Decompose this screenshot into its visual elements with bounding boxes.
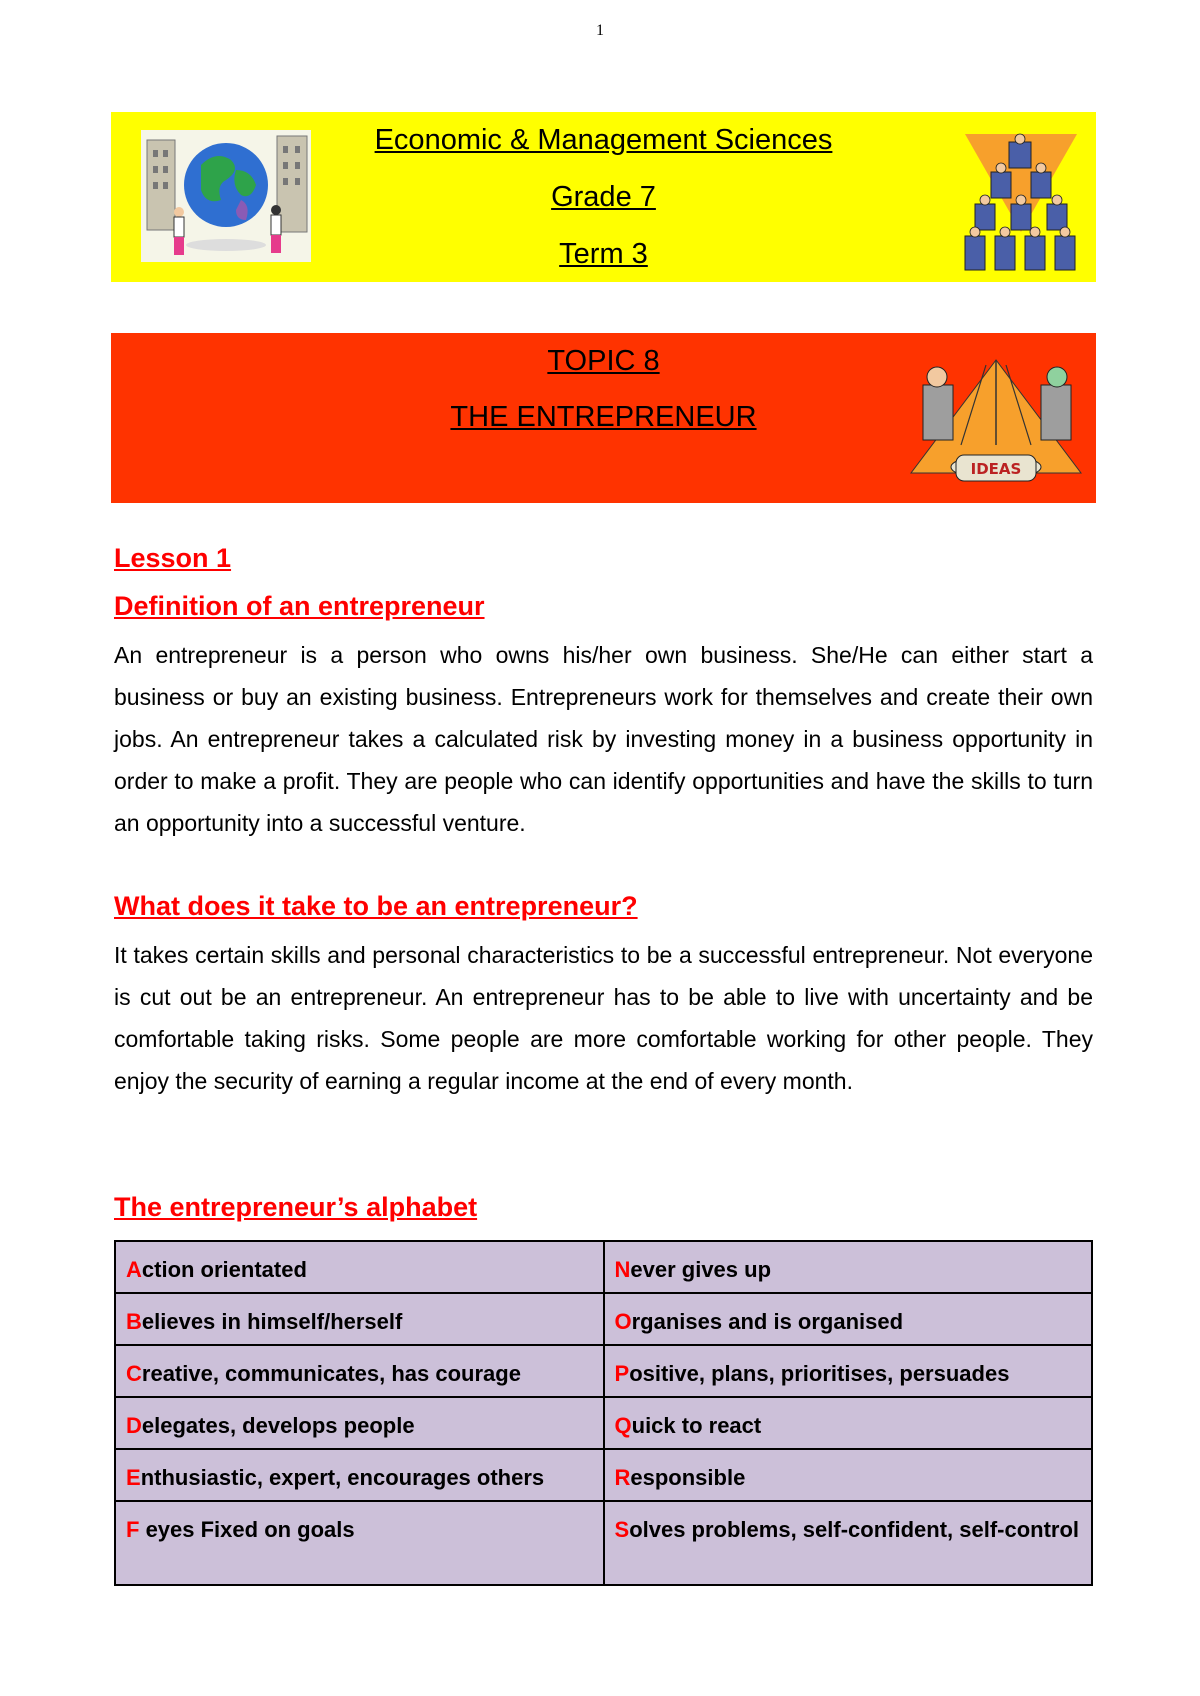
alphabet-cell: Never gives up bbox=[604, 1241, 1093, 1293]
alphabet-cell: Action orientated bbox=[115, 1241, 604, 1293]
alphabet-table bbox=[114, 1240, 1093, 1586]
alphabet-cell: F eyes Fixed on goals bbox=[115, 1501, 604, 1585]
alphabet-cell: Believes in himself/herself bbox=[115, 1293, 604, 1345]
page-number: 1 bbox=[596, 22, 604, 39]
alphabet-cell: Organises and is organised bbox=[604, 1293, 1093, 1345]
alphabet-cell: Enthusiastic, expert, encourages others bbox=[115, 1449, 604, 1501]
topic-number: TOPIC 8 bbox=[547, 345, 660, 377]
alphabet-cell: Responsible bbox=[604, 1449, 1093, 1501]
alphabet-heading: The entrepreneur’s alphabet bbox=[114, 1192, 478, 1222]
grade-title: Grade 7 bbox=[551, 181, 656, 213]
alphabet-cell: Delegates, develops people bbox=[115, 1397, 604, 1449]
alphabet-cell: Positive, plans, prioritises, persuades bbox=[604, 1345, 1093, 1397]
table-row bbox=[115, 1345, 1092, 1397]
header-banner bbox=[111, 112, 1096, 282]
ideas-label: IDEAS bbox=[970, 460, 1022, 478]
alphabet-cell: Quick to react bbox=[604, 1397, 1093, 1449]
table-row bbox=[115, 1397, 1092, 1449]
definition-text: An entrepreneur is a person who owns his/her own business. She/He can either start a business or buy an existing business. Entrepreneurs work for themselves and create their own jobs. An entrepreneur takes a calculated risk by investing money in a business opportunity in order to make a profit. They are people who can identify opportunities and have the skills to turn an opportunity into a successful venture. bbox=[114, 642, 1093, 836]
topic-banner bbox=[111, 333, 1096, 503]
definition-heading: Definition of an entrepreneur bbox=[114, 591, 485, 621]
table-row bbox=[115, 1501, 1092, 1585]
table-row bbox=[115, 1293, 1092, 1345]
table-row bbox=[115, 1449, 1092, 1501]
lesson-label: Lesson 1 bbox=[114, 543, 232, 573]
alphabet-cell: Solves problems, self-confident, self-control bbox=[604, 1501, 1093, 1585]
term-title: Term 3 bbox=[559, 238, 648, 270]
ideas-clipart bbox=[901, 355, 1091, 495]
people-pyramid-clipart bbox=[961, 132, 1081, 274]
subject-title: Economic & Management Sciences bbox=[374, 124, 833, 156]
what-heading: What does it take to be an entrepreneur? bbox=[114, 891, 638, 921]
alphabet-cell: Creative, communicates, has courage bbox=[115, 1345, 604, 1397]
topic-title: THE ENTREPRENEUR bbox=[450, 401, 757, 433]
table-row bbox=[115, 1241, 1092, 1293]
what-text: It takes certain skills and personal characteristics to be a successful entrepreneur. Not everyone is cut out be an entrepreneur. An entrepreneur has to be able to live with uncertainty and be comfortable taking risks. Some people are more comfortable working for other people. They enjoy the security of earning a regular income at the end of every month. bbox=[114, 942, 1093, 1094]
